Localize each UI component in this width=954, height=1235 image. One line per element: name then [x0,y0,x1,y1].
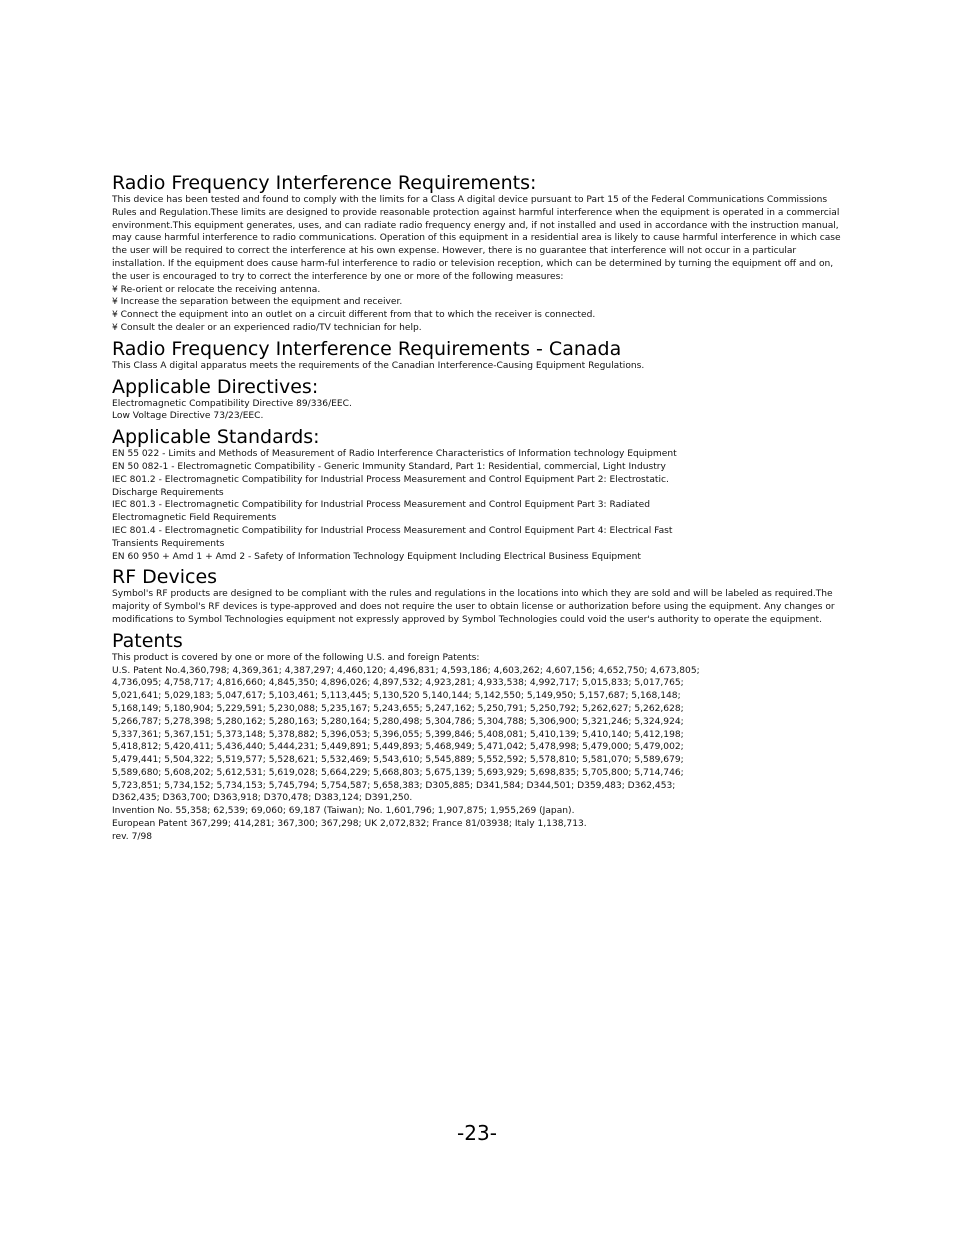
patent-line-1: This product is covered by one or more of the following U.S. and foreign Patents: [112,652,480,663]
standard-line-7: IEC 801.4 - Electromagnetic Compatibility for Industrial Process Measurement and Control Equipment Part 4: Electrical Fast [112,525,673,536]
standard-line-8: Transients Requirements [112,538,225,549]
patent-line-6: 5,266,787; 5,278,398; 5,280,162; 5,280,163; 5,280,164; 5,280,498; 5,304,786; 5,304,788; 5,306,900; 5,321,246; 5,324,924; [112,716,684,727]
patent-line-9: 5,479,441; 5,504,322; 5,519,577; 5,528,621; 5,532,469; 5,543,610; 5,545,889; 5,552,592; 5,578,810; 5,581,070; 5,589,679; [112,755,684,766]
page-number: -23- [457,1121,497,1145]
heading-rf-devices: RF Devices [112,566,218,589]
standard-line-9: EN 60 950 + Amd 1 + Amd 2 - Safety of Information Technology Equipment Including Electrical Business Equipment [112,551,641,562]
standard-line-6: Electromagnetic Field Requirements [112,513,277,524]
patent-line-11: 5,723,851; 5,734,152; 5,734,153; 5,745,794; 5,754,587; 5,658,383; D305,885; D341,584; D344,501; D359,483; D362,453; [112,780,676,791]
patent-line-10: 5,589,680; 5,608,202; 5,612,531; 5,619,028; 5,664,229; 5,668,803; 5,675,139; 5,693,929; 5,698,835; 5,705,800; 5,714,746; [112,767,684,778]
rfi-measure-4: ¥ Consult the dealer or an experienced radio/TV technician for help. [112,322,422,333]
patent-line-8: 5,418,812; 5,420,411; 5,436,440; 5,444,231; 5,449,891; 5,449,893; 5,468,949; 5,471,042; 5,478,998; 5,479,000; 5,479,002; [112,742,684,753]
patent-line-12: D362,435; D363,700; D363,918; D370,478; D383,124; D391,250. [112,793,413,804]
standard-line-3: IEC 801.2 - Electromagnetic Compatibility for Industrial Process Measurement and Control Equipment Part 2: Electrostatic. [112,474,669,485]
standard-line-2: EN 50 082-1 - Electromagnetic Compatibility - Generic Immunity Standard, Part 1: Residential, commercial, Light Industry [112,461,666,472]
patent-line-13: Invention No. 55,358; 62,539; 69,060; 69,187 (Taiwan); No. 1,601,796; 1,907,875; 1,955,269 (Japan). [112,806,575,817]
directive-line-2: Low Voltage Directive 73/23/EEC. [112,411,264,422]
patent-line-15: rev. 7/98 [112,831,153,842]
rfi-measure-3: ¥ Connect the equipment into an outlet on a circuit different from that to which the receiver is connected. [112,310,596,321]
heading-rfi-canada: Radio Frequency Interference Requirements - Canada [112,337,622,360]
rfi-measure-2: ¥ Increase the separation between the equipment and receiver. [112,297,403,308]
patent-line-3: 4,736,095; 4,758,717; 4,816,660; 4,845,350; 4,896,026; 4,897,532; 4,923,281; 4,933,538; 4,992,717; 5,015,833; 5,017,765; [112,678,684,689]
paragraph-rfi: This device has been tested and found to comply with the limits for a Class A digital device pursuant to Part 15 of the Federal Communications Commissions Rules and Regulation.These limits are designed to provide reasonable protection against harmful interference when the equipment is operated in a commercial environment.This equipment generates, uses, and can radiate radio frequency energy and, if not installed and used in accordance with the instruction manual, may cause harmful interference to radio communications. Operation of this equipment in a residential area is likely to cause harmful interference in which case the user will be required to correct the interference at his own expense. However, there is no guarantee that interference will not occur in a particular installation. If the equipment does cause harm-ful interference to radio or television reception, which can be determined by turning the equipment off and on, the user is encouraged to try to correct the interference by one or more of the following measures: [112,195,841,282]
standard-line-4: Discharge Requirements [112,487,224,498]
standard-line-1: EN 55 022 - Limits and Methods of Measurement of Radio Interference Characteristics of Information technology Equipment [112,449,677,460]
patent-line-7: 5,337,361; 5,367,151; 5,373,148; 5,378,882; 5,396,053; 5,396,055; 5,399,846; 5,408,081; 5,410,139; 5,410,140; 5,412,198; [112,729,684,740]
patent-line-5: 5,168,149; 5,180,904; 5,229,591; 5,230,088; 5,235,167; 5,243,655; 5,247,162; 5,250,791; 5,250,792; 5,262,627; 5,262,628; [112,703,684,714]
patent-line-2: U.S. Patent No.4,360,798; 4,369,361; 4,387,297; 4,460,120; 4,496,831; 4,593,186; 4,603,262; 4,607,156; 4,652,750; 4,673,805; [112,665,700,676]
heading-standards: Applicable Standards: [112,426,320,449]
paragraph-rf-devices: Symbol's RF products are designed to be compliant with the rules and regulations in the locations into which they are sold and will be labeled as required.The majority of Symbol's RF devices is type-approved and does not require the user to obtain license or authorization before using the equipment. Any changes or modifications to Symbol Technologies equipment not expressly approved by Symbol Technologies could void the user's authority to operate the equipment. [112,589,835,625]
standard-line-5: IEC 801.3 - Electromagnetic Compatibility for Industrial Process Measurement and Control Equipment Part 3: Radiated [112,500,650,511]
patent-line-4: 5,021,641; 5,029,183; 5,047,617; 5,103,461; 5,113,445; 5,130,520 5,140,144; 5,142,550; 5,149,950; 5,157,687; 5,168,148; [112,691,681,702]
heading-patents: Patents [112,629,183,652]
rfi-measure-1: ¥ Re-orient or relocate the receiving antenna. [112,284,321,295]
document-body [112,170,847,844]
patent-line-14: European Patent 367,299; 414,281; 367,300; 367,298; UK 2,072,832; France 81/03938; Italy 1,138,713. [112,819,587,830]
heading-rfi: Radio Frequency Interference Requirements: [112,172,537,194]
directive-line-1: Electromagnetic Compatibility Directive 89/336/EEC. [112,398,352,409]
heading-directives: Applicable Directives: [112,375,319,398]
paragraph-rfi-canada: This Class A digital apparatus meets the requirements of the Canadian Interference-Causing Equipment Regulations. [112,360,645,371]
